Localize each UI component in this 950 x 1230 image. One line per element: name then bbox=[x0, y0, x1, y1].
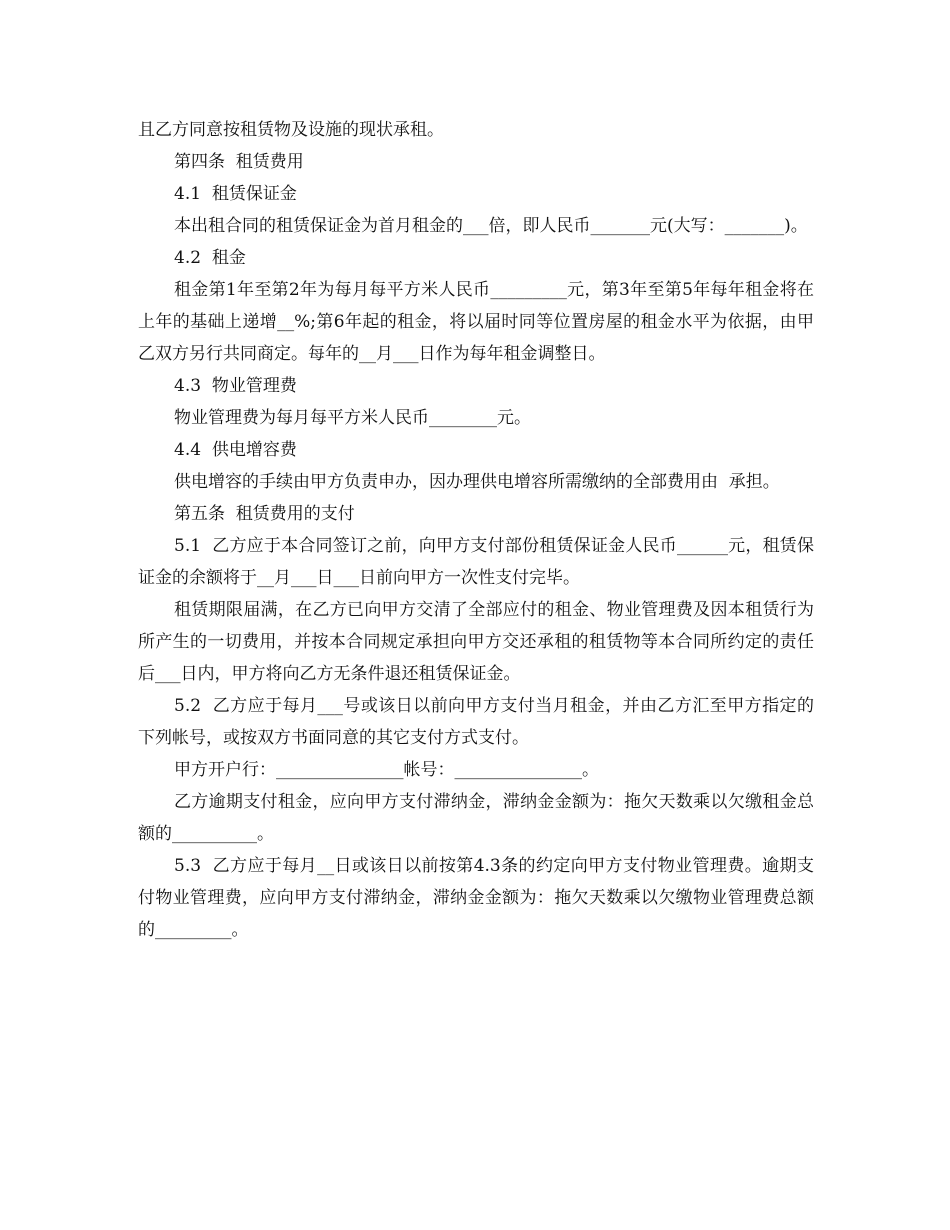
paragraph-late-rent: 乙方逾期支付租金，应向甲方支付滞纳金，滞纳金金额为：拖欠天数乘以欠缴租金总额的__________。 bbox=[138, 792, 814, 844]
paragraph-lease-condition: 且乙方同意按租赁物及设施的现状承租。 bbox=[138, 120, 444, 140]
paragraph-bank-account: 甲方开户行：_______________帐号：_______________。 bbox=[174, 760, 599, 780]
paragraph-power-fee: 供电增容的手续由甲方负责申办，因办理供电增容所需缴纳的全部费用由 承担。 bbox=[174, 472, 780, 492]
paragraph-section-5-3: 5.3 乙方应于每月__日或该日以前按第4.3条的约定向甲方支付物业管理费。逾期支付物业管理费，应向甲方支付滞纳金，滞纳金金额为：拖欠天数乘以欠缴物业管理费总额的_________。 bbox=[138, 856, 814, 940]
heading-section-4-4: 4.4 供电增容费 bbox=[174, 440, 297, 460]
paragraph-deposit: 本出租合同的租赁保证金为首月租金的___倍，即人民币_______元(大写：_______)。 bbox=[174, 216, 808, 236]
heading-section-4-1: 4.1 租赁保证金 bbox=[174, 184, 297, 204]
paragraph-rent: 租金第1年至第2年为每月每平方米人民币_________元，第3年至第5年每年租金将在上年的基础上递增__%;第6年起的租金，将以届时同等位置房屋的租金水平为依据，由甲乙双方另行共同商定。每年的__月___日作为每年租金调整日。 bbox=[138, 280, 814, 364]
paragraph-section-5-2: 5.2 乙方应于每月___号或该日以前向甲方支付当月租金，并由乙方汇至甲方指定的下列帐号，或按双方书面同意的其它支付方式支付。 bbox=[138, 696, 814, 748]
paragraph-deposit-refund: 租赁期限届满，在乙方已向甲方交清了全部应付的租金、物业管理费及因本租赁行为所产生的一切费用，并按本合同规定承担向甲方交还承租的租赁物等本合同所约定的责任后___日内，甲方将向乙方无条件退还租赁保证金。 bbox=[138, 600, 814, 684]
heading-section-4-2: 4.2 租金 bbox=[174, 248, 246, 268]
paragraph-section-5-1: 5.1 乙方应于本合同签订之前，向甲方支付部份租赁保证金人民币______元，租赁保证金的余额将于__月___日___日前向甲方一次性支付完毕。 bbox=[138, 536, 814, 588]
heading-section-4-3: 4.3 物业管理费 bbox=[174, 376, 297, 396]
heading-article-4: 第四条 租赁费用 bbox=[174, 152, 304, 172]
document-body bbox=[138, 114, 814, 946]
heading-article-5: 第五条 租赁费用的支付 bbox=[174, 504, 355, 524]
paragraph-property-fee: 物业管理费为每月每平方米人民币________元。 bbox=[174, 408, 531, 428]
